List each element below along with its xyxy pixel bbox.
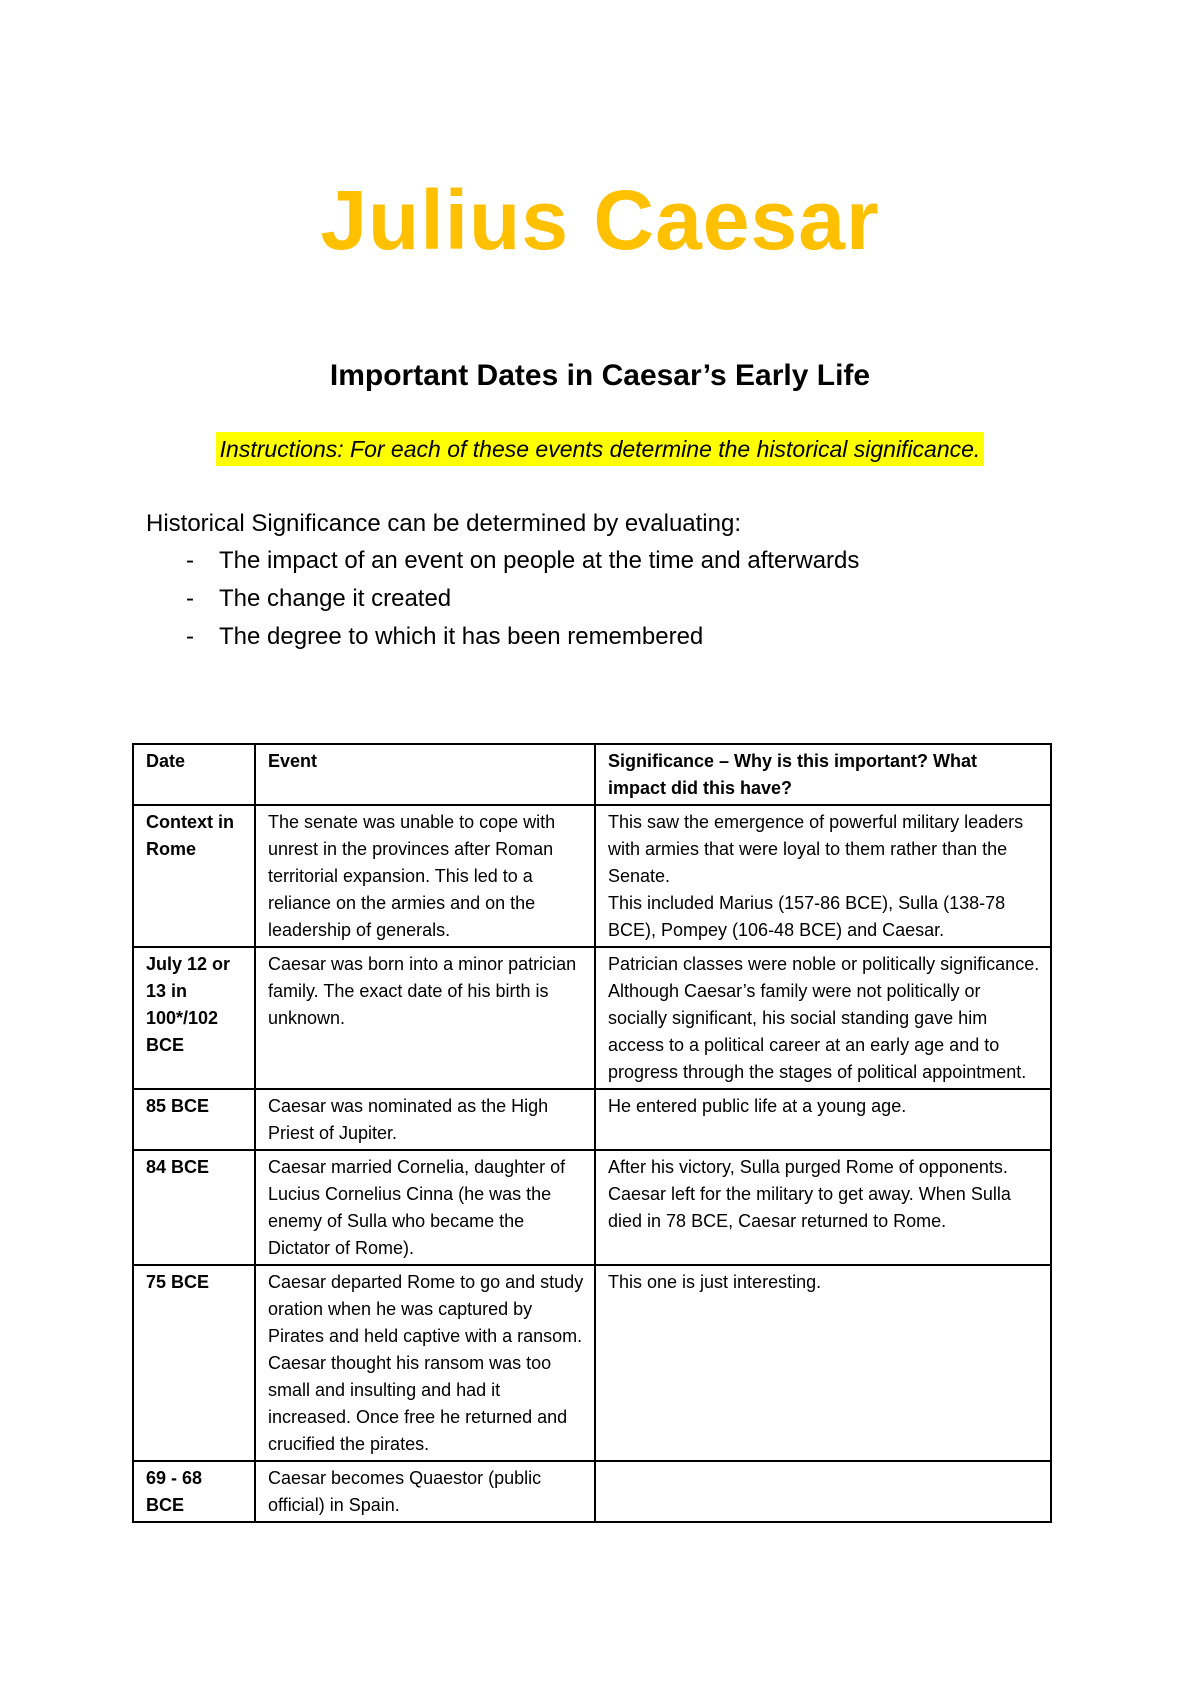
list-item bbox=[146, 542, 859, 580]
criterion-text: The change it created bbox=[219, 585, 452, 612]
table-row bbox=[133, 947, 1051, 1089]
header-event: Event bbox=[255, 744, 595, 805]
cell-significance bbox=[595, 1461, 1051, 1522]
cell-significance: Patrician classes were noble or politically significance. Although Caesar’s family were not politically or socially significant, his social standing gave him access to a political career at an early age and to progress through the stages of political appointment. bbox=[595, 947, 1051, 1089]
cell-event: Caesar was nominated as the High Priest of Jupiter. bbox=[255, 1089, 595, 1150]
cell-event: Caesar departed Rome to go and study oration when he was captured by Pirates and held captive with a ransom. Caesar thought his ransom was too small and insulting and had it increased. Once free he returned and crucified the pirates. bbox=[255, 1265, 595, 1461]
cell-date: 84 BCE bbox=[133, 1150, 255, 1265]
cell-significance: After his victory, Sulla purged Rome of opponents. Caesar left for the military to get away. When Sulla died in 78 BCE, Caesar returned to Rome. bbox=[595, 1150, 1051, 1265]
cell-date: 69 - 68 BCE bbox=[133, 1461, 255, 1522]
cell-significance: He entered public life at a young age. bbox=[595, 1089, 1051, 1150]
document-title: Julius Caesar bbox=[320, 173, 880, 267]
significance-paragraph: This included Marius (157-86 BCE), Sulla (138-78 BCE), Pompey (106-48 BCE) and Caesar. bbox=[608, 893, 1006, 940]
table-row bbox=[133, 1089, 1051, 1150]
cell-date: 85 BCE bbox=[133, 1089, 255, 1150]
table-row bbox=[133, 1461, 1051, 1522]
events-table bbox=[132, 743, 1052, 1523]
cell-event: Caesar was born into a minor patrician family. The exact date of his birth is unknown. bbox=[255, 947, 595, 1089]
header-date: Date bbox=[133, 744, 255, 805]
cell-significance bbox=[595, 805, 1051, 947]
table-header-row bbox=[133, 744, 1051, 805]
bullet-dash: - bbox=[186, 547, 194, 574]
document-subtitle: Important Dates in Caesar’s Early Life bbox=[329, 359, 871, 392]
list-item bbox=[146, 618, 859, 656]
cell-event: Caesar married Cornelia, daughter of Lucius Cornelius Cinna (he was the enemy of Sulla who became the Dictator of Rome). bbox=[255, 1150, 595, 1265]
table-row bbox=[133, 1265, 1051, 1461]
significance-intro: Historical Significance can be determined by evaluating: bbox=[146, 510, 741, 537]
cell-event: Caesar becomes Quaestor (public official) in Spain. bbox=[255, 1461, 595, 1522]
significance-criteria-list bbox=[146, 542, 859, 656]
instructions-text: Instructions: For each of these events determine the historical significance. bbox=[216, 432, 985, 466]
cell-date: Context in Rome bbox=[133, 805, 255, 947]
bullet-dash: - bbox=[186, 585, 194, 612]
cell-significance: This one is just interesting. bbox=[595, 1265, 1051, 1461]
criterion-text: The degree to which it has been remembered bbox=[219, 623, 704, 650]
cell-date: July 12 or 13 in 100*/102 BCE bbox=[133, 947, 255, 1089]
header-significance: Significance – Why is this important? What impact did this have? bbox=[595, 744, 1051, 805]
instructions-block bbox=[0, 432, 1200, 466]
cell-event: The senate was unable to cope with unrest in the provinces after Roman territorial expansion. This led to a reliance on the armies and on the leadership of generals. bbox=[255, 805, 595, 947]
cell-date: 75 BCE bbox=[133, 1265, 255, 1461]
table-row bbox=[133, 805, 1051, 947]
list-item bbox=[146, 580, 859, 618]
significance-paragraph: This saw the emergence of powerful military leaders with armies that were loyal to them rather than the Senate. bbox=[608, 812, 1024, 886]
bullet-dash: - bbox=[186, 623, 194, 650]
criterion-text: The impact of an event on people at the time and afterwards bbox=[219, 547, 860, 574]
table-row bbox=[133, 1150, 1051, 1265]
